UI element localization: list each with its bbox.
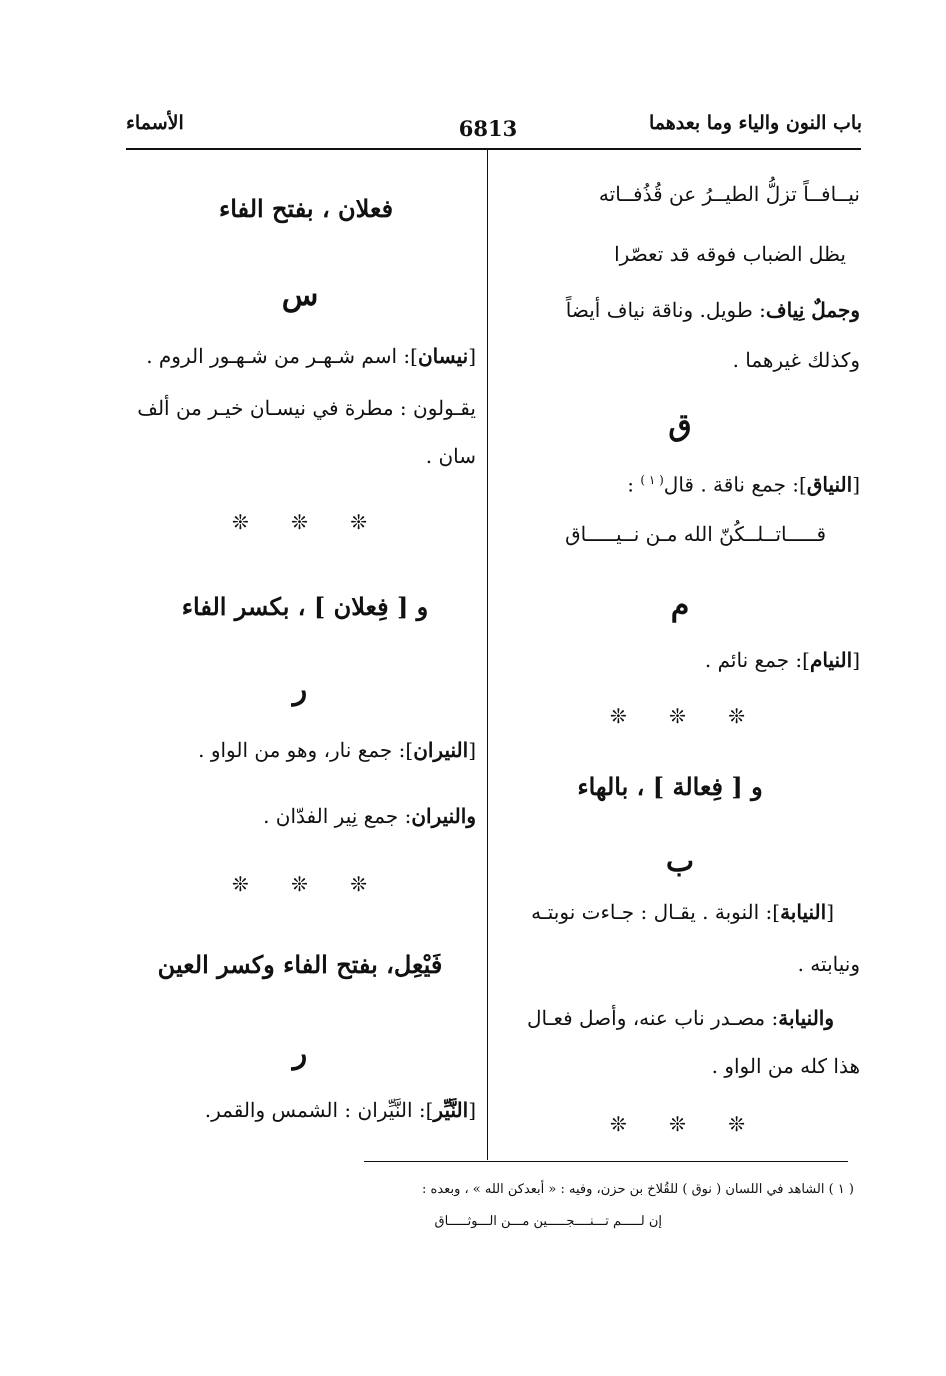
footnote-rule — [364, 1161, 848, 1162]
bracket-open: و [ — [731, 772, 763, 801]
running-head-section: الأسماء — [126, 112, 184, 134]
entry-niran-yoke — [128, 802, 476, 830]
letter-heading-ba: ب — [665, 844, 695, 879]
entry-definition: : اسم شـهـر من شـهـور الروم . — [146, 344, 411, 368]
bracket-open: و [ — [396, 592, 429, 621]
entry-term: والنيابة — [778, 1006, 834, 1030]
verse-line-1: نيــافــاً تزلُّ الطيــرُ عن قُذُفــاته — [598, 182, 860, 206]
verse-line-2: يظل الضباب فوقه قد تعصّرا — [614, 242, 846, 266]
entry-definition: : مصـدر ناب عنه، وأصل فعـال — [526, 1006, 779, 1030]
entry-definition: : طويل. وناقة نياف أيضاً — [565, 298, 766, 322]
section-separator: ❊ ❊ ❊ — [232, 510, 385, 534]
footnote-line-1: ( ١ ) الشاهد في اللسان ( نوق ) للقُلاخ بن حزن، وفيه : « أبعدكن الله » ، وبعده : — [422, 1182, 854, 1197]
entry-niyam: [النيام]: جمع نائم . — [704, 648, 860, 672]
running-head-chapter: باب النون والياء وما بعدهما — [648, 112, 862, 134]
column-divider — [487, 150, 488, 1160]
section-term: فِعلان — [333, 592, 389, 621]
letter-heading-sin: س — [281, 278, 319, 313]
entry-term: وجملٌ نِياف — [765, 298, 860, 322]
verse-quote: قـــــاتــلــكُنّ الله مـن نــيـــــاق — [565, 522, 826, 546]
letter-heading-ra: ر — [292, 1036, 308, 1071]
section-description: ] ، بالهاء — [577, 772, 665, 801]
entry-niyaba-masdar-continuation: هذا كله من الواو . — [711, 1054, 860, 1078]
header-rule — [126, 148, 861, 150]
entry-term: النيام — [809, 648, 853, 672]
entry-definition: : جمع نار، وهو من الواو . — [198, 738, 406, 762]
entry-term: النياق — [806, 472, 853, 497]
entry-definition: : النوبة . يقـال : جـاءت نوبتـه — [531, 900, 773, 924]
section-heading-fayil: فَيْعِل، بفتح الفاء وكسر العين — [157, 950, 443, 979]
section-heading-falan: فعلان ، بفتح الفاء — [218, 194, 394, 223]
section-term: فِعالة — [672, 772, 723, 801]
entry-niran: [النيران]: جمع نار، وهو من الواو . — [198, 738, 476, 762]
section-separator: ❊ ❊ ❊ — [610, 1112, 763, 1136]
section-description: ] ، بكسر الفاء — [181, 592, 326, 621]
entry-nisan-saying: يقـولون : مطرة في نيسـان خيـر من ألف — [137, 396, 476, 420]
entry-nisan-saying-continuation: سان . — [425, 444, 476, 468]
entry-niyaba-continuation: ونيابته . — [797, 952, 860, 976]
entry-niyaba: [النيابة]: النوبة . يقـال : جـاءت نوبتـه — [531, 900, 834, 924]
colon: : — [627, 472, 634, 497]
entry-definition: : النَّيِّران : الشمس والقمر. — [204, 1098, 426, 1122]
entry-term: النيابة — [780, 900, 827, 924]
entry-niyaq: [النياق]: جمع ناقة . قال$^{( ١ )}$ : — [627, 472, 860, 497]
entry-definition: : جمع نائم . — [704, 648, 803, 672]
entry-nisan: [نيسان]: اسم شـهـر من شـهـور الروم . — [146, 344, 476, 368]
letter-heading-mim: م — [670, 588, 690, 623]
section-separator: ❊ ❊ ❊ — [610, 704, 763, 728]
entry-term: النيران — [413, 738, 469, 762]
entry-niyaba-masdar — [494, 1004, 834, 1032]
letter-heading-ra: ر — [292, 672, 308, 707]
page-number: 6813 — [458, 116, 518, 141]
entry-jamal-niyaf — [502, 296, 860, 324]
footnote-ref: ( ١ ) — [640, 473, 664, 487]
entry-nayyir: [النَّيِّر]: النَّيِّران : الشمس والقمر. — [204, 1098, 476, 1122]
footnote-line-2: إن لـــــم تـــنــــجـــــين مـــن الـــوثـــــاق — [434, 1214, 662, 1229]
entry-term: والنيران — [411, 804, 476, 828]
entry-continuation: وكذلك غيرهما . — [732, 348, 860, 372]
entry-term: نيسان — [417, 344, 469, 368]
section-heading-fiala — [540, 772, 800, 801]
section-separator: ❊ ❊ ❊ — [232, 872, 385, 896]
entry-definition: : جمع ناقة . قال — [663, 472, 800, 497]
letter-heading-qaf: ق — [668, 408, 692, 443]
section-heading-filan — [160, 592, 450, 621]
entry-term: النَّيِّر — [433, 1098, 469, 1122]
entry-definition: : جمع نِير الفدّان . — [263, 804, 412, 828]
